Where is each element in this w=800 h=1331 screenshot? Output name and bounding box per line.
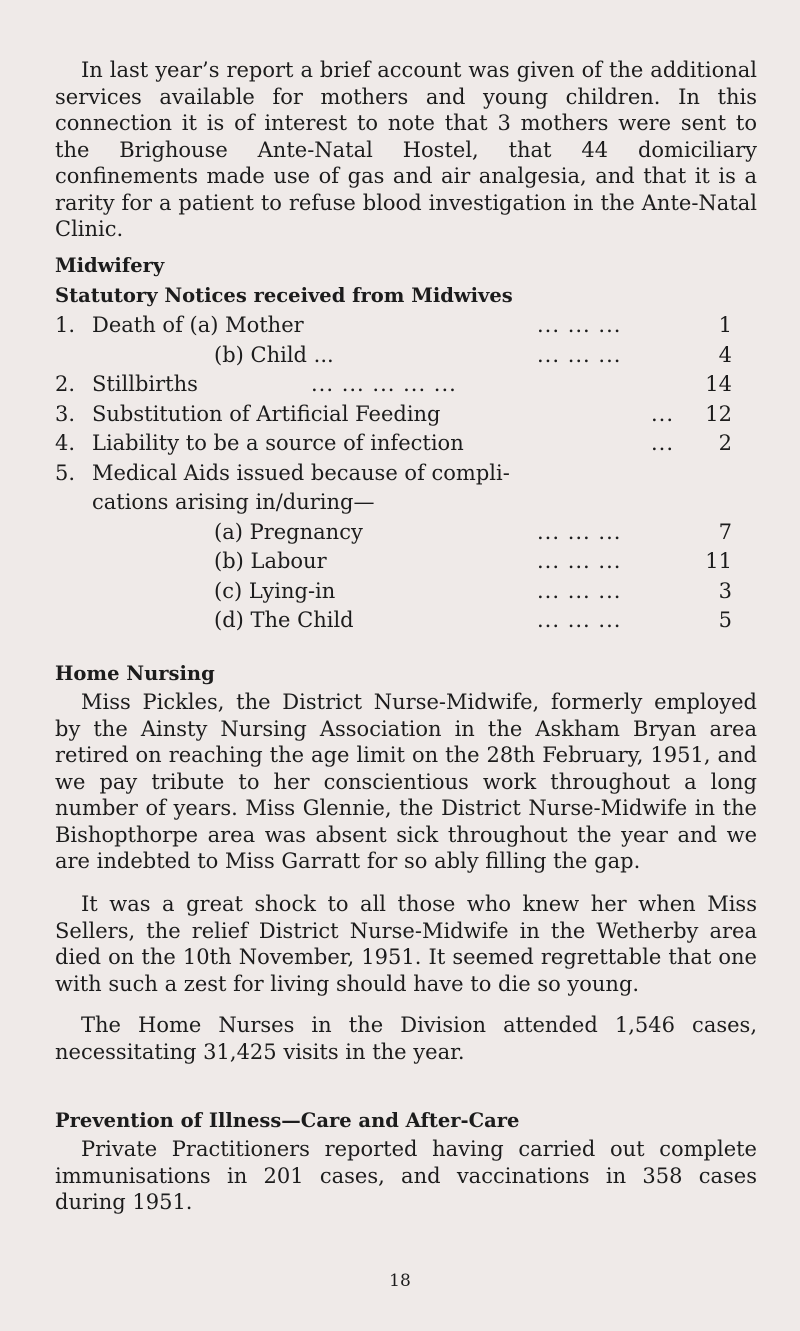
item-value: 1 xyxy=(718,313,732,337)
intro-paragraph: In last year’s report a brief account was given of the additional services available for mothers and young children. In this connection it is of interest to note that 3 mothers were sent to the Brighouse Ante-Natal Hostel, that 44 domiciliary confinements made use of gas and air analgesia, and that it is a rarity for a patient to refuse blood investigation in the Ante-Natal Clinic. xyxy=(55,58,757,241)
item-value: 14 xyxy=(705,372,732,396)
list-item xyxy=(55,370,755,400)
list-item xyxy=(55,606,755,636)
prevention-heading: Prevention of Illness—Care and After-Care xyxy=(55,1109,520,1132)
leader-dots: ... ... ... xyxy=(537,519,622,544)
leader-dots: ... xyxy=(651,401,675,426)
home-nursing-paragraph-3: The Home Nurses in the Division attended 1,546 cases, necessitating 31,425 visits in the year. xyxy=(55,1013,757,1064)
item-value: 2 xyxy=(718,431,732,455)
leader-dots: ... xyxy=(651,431,675,455)
list-item xyxy=(55,488,755,518)
home-nursing-paragraph-1: Miss Pickles, the District Nurse-Midwife, formerly employed by the Ainsty Nursing Association in the Askham Bryan area retired on reaching the age limit on the 28th February, 1951, and we pay tribute to her conscientious work throughout a long number of years. Miss Glennie, the District Nurse-Midwife in the Bishopthorpe area was absent sick throughout the year and we are indebted to Miss Garratt for so ably filling the gap. xyxy=(55,690,757,873)
item-number: 5. xyxy=(55,460,76,485)
item-value: 12 xyxy=(705,401,732,426)
item-value: 7 xyxy=(718,519,732,544)
list-item xyxy=(55,577,755,607)
home-nursing-heading: Home Nursing xyxy=(55,662,215,685)
statutory-notices-subheading: Statutory Notices received from Midwives xyxy=(55,284,513,307)
item-label: (b) Child ... xyxy=(214,342,334,367)
item-label: Substitution of Artificial Feeding xyxy=(92,401,441,426)
list-item xyxy=(55,429,755,459)
item-label: (d) The Child xyxy=(214,608,354,632)
item-label: (c) Lying-in xyxy=(214,578,336,603)
item-label: Stillbirths xyxy=(92,372,198,396)
item-value: 4 xyxy=(718,342,732,367)
item-label: Liability to be a source of infection xyxy=(92,431,464,455)
item-value: 3 xyxy=(718,578,732,603)
item-label: (a) Pregnancy xyxy=(214,519,363,544)
midwifery-heading: Midwifery xyxy=(55,254,165,277)
item-value: 5 xyxy=(718,608,732,632)
list-item xyxy=(55,547,755,577)
leader-dots: ... ... ... xyxy=(537,549,622,573)
item-number: 1. xyxy=(55,313,76,337)
item-label: cations arising in/during— xyxy=(92,490,375,514)
list-item xyxy=(55,400,755,430)
list-item xyxy=(55,311,755,341)
item-label: Death of (a) Mother xyxy=(92,313,304,337)
leader-dots: ... ... ... xyxy=(537,313,622,337)
item-label: (b) Labour xyxy=(214,549,327,573)
list-item xyxy=(55,459,755,489)
item-number: 2. xyxy=(55,372,76,396)
leader-dots: ... ... ... xyxy=(537,608,622,632)
list-item xyxy=(55,518,755,548)
page-number: 18 xyxy=(389,1271,411,1291)
leader-dots: ... ... ... xyxy=(537,342,622,367)
leader-dots: ... ... ... xyxy=(537,578,622,603)
statutory-notices-list xyxy=(55,311,755,636)
prevention-paragraph: Private Practitioners reported having carried out complete immunisations in 201 cases, and vaccinations in 358 cases during 1951. xyxy=(55,1137,757,1214)
list-item xyxy=(55,341,755,371)
item-label: Medical Aids issued because of compli- xyxy=(92,460,510,485)
item-number: 3. xyxy=(55,401,76,426)
home-nursing-paragraph-2: It was a great shock to all those who knew her when Miss Sellers, the relief District Nurse-Midwife in the Wetherby area died on the 10th November, 1951. It seemed regrettable that one with such a zest for living should have to die so young. xyxy=(55,892,757,996)
item-value: 11 xyxy=(705,549,732,573)
item-number: 4. xyxy=(55,431,76,455)
leader-dots: ... ... ... ... ... xyxy=(311,372,457,396)
